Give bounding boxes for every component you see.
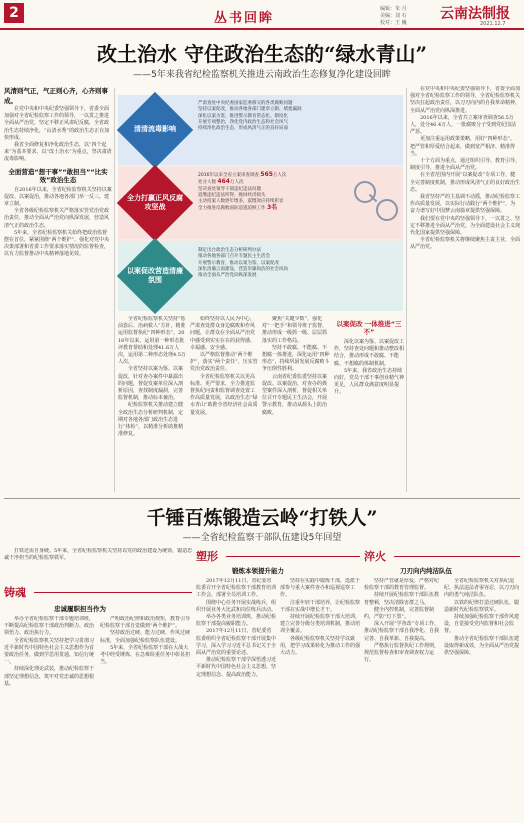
article1-column-4 <box>262 316 330 494</box>
paragraph: 聚焦“关键少数”，强化对“一把手”和领导班子监督，推动形成一级抓一级、层层抓落实的工作格局。 <box>262 316 328 344</box>
article1-column-1 <box>4 86 112 494</box>
article1-pullquote: 以案促改 一体推进“三不” <box>336 320 402 336</box>
band-line: 深化清廉云南建设，营造崇廉尚洁的社会风尚 <box>198 266 288 272</box>
band-line: 制定出台政治生态分析研判办法 <box>198 248 261 253</box>
issue-date: 2021.12.7 <box>480 21 506 27</box>
section-rule <box>34 592 192 593</box>
article2-subheadline: ——全省纪检监察干部队伍建设5年回望 <box>182 533 342 543</box>
paragraph: 深化以案为鉴、以案促改工作，坚持查处问题和推动整改相结合，推动形成不敢腐、不能腐、不想腐的体制机制。 <box>334 339 404 367</box>
band-line: 坚持以案促改，推动各地各部门建章立制、堵塞漏洞 <box>198 107 302 113</box>
article1-headline: 改土治水 守住政治生态的“绿水青山” <box>97 42 427 66</box>
section-title-3: 淬火 <box>364 550 386 563</box>
paragraph: 以铁的纪律打造过硬队伍，锻造新时代纪检监察铁军。 <box>444 599 520 613</box>
paragraph: 推动全省纪检监察干部队伍建设取得新成效，为全面从严治党提供坚强保障。 <box>444 635 520 657</box>
paragraph: 5年来，全省纪检监察干部在大战大考中经受锤炼、在急难险重任务中彰显担当。 <box>100 644 191 666</box>
band-line: 开展警示教育，推动以案为鉴、以案促改 <box>198 260 279 266</box>
masthead-meta <box>380 6 407 27</box>
paragraph: 我省全面修复和净化政治生态，以“四个起来”为基本要求，以“改土治水”为重点，坚决肃清流毒影响。 <box>4 142 112 163</box>
article2-lead: 打铁还需自身硬。5年来，全省纪检监察机关坚持以党的政治建设为统领，锻造忠诚干净担当的纪检监察铁军。 <box>4 548 193 562</box>
paragraph: 严格执行监督执纪工作规则，规范监督检查和审查调查权力运行。 <box>364 642 440 664</box>
article2-column-2 <box>100 616 192 819</box>
article-divider <box>4 498 520 499</box>
band-2-title: 全力打赢正风反腐攻坚战 <box>127 194 183 211</box>
infographic <box>118 95 403 311</box>
band-line: 推动全面从严治党向纵深发展 <box>198 273 257 279</box>
band-3-title: 以案促改营造清廉氛围 <box>127 267 183 284</box>
paragraph: 严明政治纪律和政治规矩，教育引导纪检监察干部自觉做到“两个维护”。 <box>100 616 191 630</box>
article1-lead: 风清则气正，气正则心齐，心齐则事成。 <box>4 87 108 105</box>
article2-column-5 <box>364 578 440 819</box>
article1-subheadline: ——5年来我省纪检监察机关推进云南政治生态修复净化建设回眸 <box>133 70 391 80</box>
paragraph: 深入开展“学查改”专项工作，推动纪检监察干部自我净化、自我完善、自我革新、自我提高。 <box>364 621 440 642</box>
paragraph: 在党中央和中央纪委坚强领导下，省委全面加强对全省纪检监察工作的领导，一以贯之推进全面从严治党，坚定不移正风肃纪反腐，全省政治生态持续净化，“山清水秀”的政治生态正在加快形成。 <box>4 106 110 141</box>
paragraph: 围绕中心任务开展实战练兵，组织开展业务大比武和岗位练兵活动。 <box>196 599 276 613</box>
column-divider <box>114 88 115 492</box>
stat-value: 464 <box>217 178 230 186</box>
meta-line: 美编：刘 石 <box>380 13 407 19</box>
paragraph: 全省纪检监察机关以更高标准、更严要求，全力推进监督执纪问责和监督调查处置工作高质量发展，以政治生态“绿水青山”助推全省经济社会高质量发展。 <box>190 373 258 416</box>
paragraph: 始终坚持以人民为中心，严肃查处群众身边腐败和作风问题，让群众在全面从严治党中感受到实实在在的获得感、幸福感、安全感。 <box>190 316 256 351</box>
section-subtitle-1: 忠诚履职担当作为 <box>54 605 106 613</box>
article2-column-4 <box>280 578 360 819</box>
band-line: 深化以案为鉴，推进警示教育常态化、制度化 <box>198 113 288 119</box>
paragraph: 举办各类业务培训班，推动纪检监察干部提高履职能力。 <box>196 614 276 628</box>
paragraph: 健全内控机制，完善监督制约，严防“灯下黑”。 <box>364 606 435 621</box>
paragraph: 2016年以来，全省共立案审查调查56.5万人，处分46.4万人，一批腐败分子受到党纪国法严惩。 <box>410 114 517 136</box>
paragraph: 持续开展纪检监察干部队伍教育整顿，坚决清除害群之马。 <box>364 592 440 606</box>
paragraph: 2017年12月11日，省纪委省监委召开全省纪检监察干部教育培训工作会，部署全员培训工作。 <box>196 578 276 599</box>
paragraph: 全省纪检监察机关坚持把学习贯彻习近平新时代中国特色社会主义思想作为首要政治任务，做到学思用贯通、知信行统一。 <box>4 637 95 666</box>
band-2-text <box>198 172 348 213</box>
meta-line: 编辑：朱 月 <box>380 6 407 12</box>
paragraph: 持续深化理论武装，推动纪检监察干部坚定理想信念，筑牢对党忠诚的思想根基。 <box>4 666 95 687</box>
section-subtitle-3: 刀刃向内纯洁队伍 <box>400 567 452 575</box>
paragraph: 5年来，我省政治生态持续向好，党员干部干事创业精气神更足，人民群众满意度明显提升。 <box>334 367 404 396</box>
paragraph: 全省纪检监察机关坚持“惩前毖后、治病救人”方针，精准运用监督执纪“四种形态”，2016年以来，运用第一种形态批评教育帮助和处理41.6万人次，运用第二种形态处理4.5万人次。 <box>118 316 186 366</box>
paragraph: 推动纪检监察干部学深悟透习近平新时代中国特色社会主义思想，坚定理想信念、提高政治能力。 <box>196 657 276 678</box>
masthead <box>0 0 524 30</box>
paragraph: 我省坚持严的主基调不动摇，推动纪检监察工作高质量发展，以实际行动践行“两个维护”，为奋力谱写好中国梦云南篇章提供坚强保障。 <box>410 194 520 215</box>
infographic-band-3 <box>118 241 403 311</box>
band-1-title: 清清流毒影响 <box>134 125 176 133</box>
paragraph: 坚持在实践中锻炼干部，选派干部参与重大案件查办和巡视巡察工作。 <box>280 578 360 599</box>
section-rule <box>394 556 520 557</box>
paragraph: 坚持严管就是厚爱，严格对纪检监察干部的教育管理监督。 <box>364 578 440 592</box>
paragraph: 自2016年以来，全省纪检监察机关坚持以案促改、以案促治，推动各地各部门举一反三，建章立制。 <box>4 186 112 208</box>
meta-line: 校对：王 巍 <box>380 20 407 26</box>
page-number: 2 <box>4 3 24 23</box>
paragraph: 持续加强纪检监察干部作风建设，自觉接受党内监督和社会监督。 <box>444 614 520 635</box>
band-line: 持续净化政治生态，形成风清气正的良好局面 <box>198 126 288 132</box>
article2-headline: 千锤百炼锻造云岭“打铁人” <box>146 507 378 529</box>
infographic-band-2 <box>118 167 403 239</box>
band-line: 2016年以来全省立案审查调查 565万人次 <box>198 171 287 178</box>
section-title-1: 铸魂 <box>4 586 26 599</box>
paragraph: 全省坚持以案为鉴、以案促改，针对查办案件中暴露出的问题，督促发案单位深入剖析原因，查找制度漏洞，完善监督机制，推动标本兼治。 <box>118 366 184 402</box>
article1-column-2 <box>118 316 186 494</box>
article1-box-title: 全面营造“想干事”“敢担当”“比实效”政治生态 <box>8 167 108 184</box>
paragraph: 坚持政治过硬、能力过硬、作风过硬标准，全面加强纪检监察队伍建设。 <box>100 630 191 644</box>
paragraph: 举办全省纪检监察干部专题培训班，不断提高纪检监察干部政治判断力、政治领悟力、政治执行力。 <box>4 616 95 637</box>
band-line: 推动各地各部门召开专题民主生活会 <box>198 254 270 260</box>
stat-value: 565 <box>260 171 273 178</box>
band-3-text <box>198 248 398 279</box>
section-subtitle-2: 锻炼本领提升能力 <box>232 567 284 575</box>
band-line: 开展专项整治，净化党内政治生态和社会风气 <box>198 119 288 125</box>
band-1-text <box>198 101 398 132</box>
paragraph: 全省各级纪检监察机关严格落实管党治党政治责任，推动全面从严治党向纵深发展，营造风清气正的政治生态。 <box>4 208 110 229</box>
paragraph: 十个方面为重点，通过组织引导、教育引导、制度引导，推进全面从严治党。 <box>410 158 520 172</box>
paragraph: 以严格监督推动“两个维护”，落实“两个责任”，压实管党治党政治责任。 <box>190 352 258 373</box>
paragraph: 我们要在党中央的坚强领导下，一以贯之、坚定不移推进全面从严治党，为全面建设社会主义现代化国家提供坚强保障。 <box>410 215 520 237</box>
paragraph: 全省纪检监察机关将继续聚焦主责主业，全面从严治党。 <box>410 237 520 251</box>
article1-column-right <box>410 86 520 494</box>
paragraph: 全省纪检监察机关对执纪违纪、执法违法者零容忍，以刀刃向内的勇气纯洁队伍。 <box>444 578 520 599</box>
paragraph: 在党中央和中央纪委坚强领导下，省委全面加强对全省纪检监察工作的领导，全省纪检监察机关坚决扛起政治责任，以刀刃向内的自我革命精神，全面从严治党向纵深推进。 <box>410 86 520 114</box>
paragraph: 更加注重运用政策策略，用好“四种形态”，把严管和厚爱结合起来，做到宽严相济、精准得当。 <box>410 136 516 157</box>
paragraph: 2017年12月11日，省纪委省监委组织全省纪检监察干部开展集中学习，深入学习习近平总书记关于全面从严治党的重要论述。 <box>196 628 276 657</box>
band-line: 处分人数 464万人次 <box>198 178 244 186</box>
band-line: 主动投案人数逐年增多，震慑效应持续彰显 <box>198 199 284 205</box>
band-line: 坚决查处领导干部违纪违法问题 <box>198 186 261 192</box>
band-line: 全力推进反腐败国际追逃追赃工作 3名 <box>198 204 278 212</box>
paragraph: 持续开展纪检监察干部大培训，建立完善分级分类培训机制，推动培训全覆盖。 <box>280 614 360 635</box>
article2-column-6 <box>444 578 520 819</box>
section-rule <box>226 556 360 557</box>
section-title-2: 塑形 <box>196 550 218 563</box>
article2-column-1 <box>4 616 96 819</box>
paragraph: 注重年轻干部培养，让纪检监察干部在实战中增长才干。 <box>280 599 360 613</box>
column-divider <box>406 88 407 492</box>
paragraph: 云南省纪委监委坚持以案促改、以案促治，对查办的典型案件深入剖析，督促相关单位召开专题民主生活会，开展警示教育，推动从源头上防治腐败。 <box>262 373 328 416</box>
infographic-band-1 <box>118 95 403 165</box>
paragraph: 各级纪检监察机关坚持学以致用，把学习成果转化为推动工作的强大动力。 <box>280 635 360 657</box>
band-line: 严肃查处中央纪委国家监委移交的各类腐败问题 <box>198 101 293 106</box>
paragraph: 纪检监察机关推动建立健全政治生态分析研判机制，定期对各地各部门政治生态进行“体检”，以精准分析助推精准修复。 <box>118 402 184 438</box>
article2-column-3 <box>196 578 276 819</box>
paragraph: 在全省范围内开展“以案促改”专项工作，健全完善制度机制，推动形成风清气正的良好政治生态。 <box>410 172 520 193</box>
paragraph: 坚持不敢腐、不能腐、不想腐一体推进，深化运用“四种形态”，持续巩固发展反腐败斗争压倒性胜利。 <box>262 344 330 373</box>
section-title: 丛书回眸 <box>214 11 275 26</box>
article1-column-5 <box>334 316 404 494</box>
band-line: 追缴违纪违法所得，挽回经济损失 <box>198 192 266 198</box>
article1-column-3 <box>190 316 258 494</box>
newspaper-name: 云南法制报 <box>440 6 510 22</box>
paragraph: 5年来，全省纪检监察机关始终把政治监督摆在首位，紧紧围绕“两个维护”，强化对党中央决策部署和省委工作要求落实情况的监督检查，以有力监督推动中央精神落地见效。 <box>4 229 110 258</box>
